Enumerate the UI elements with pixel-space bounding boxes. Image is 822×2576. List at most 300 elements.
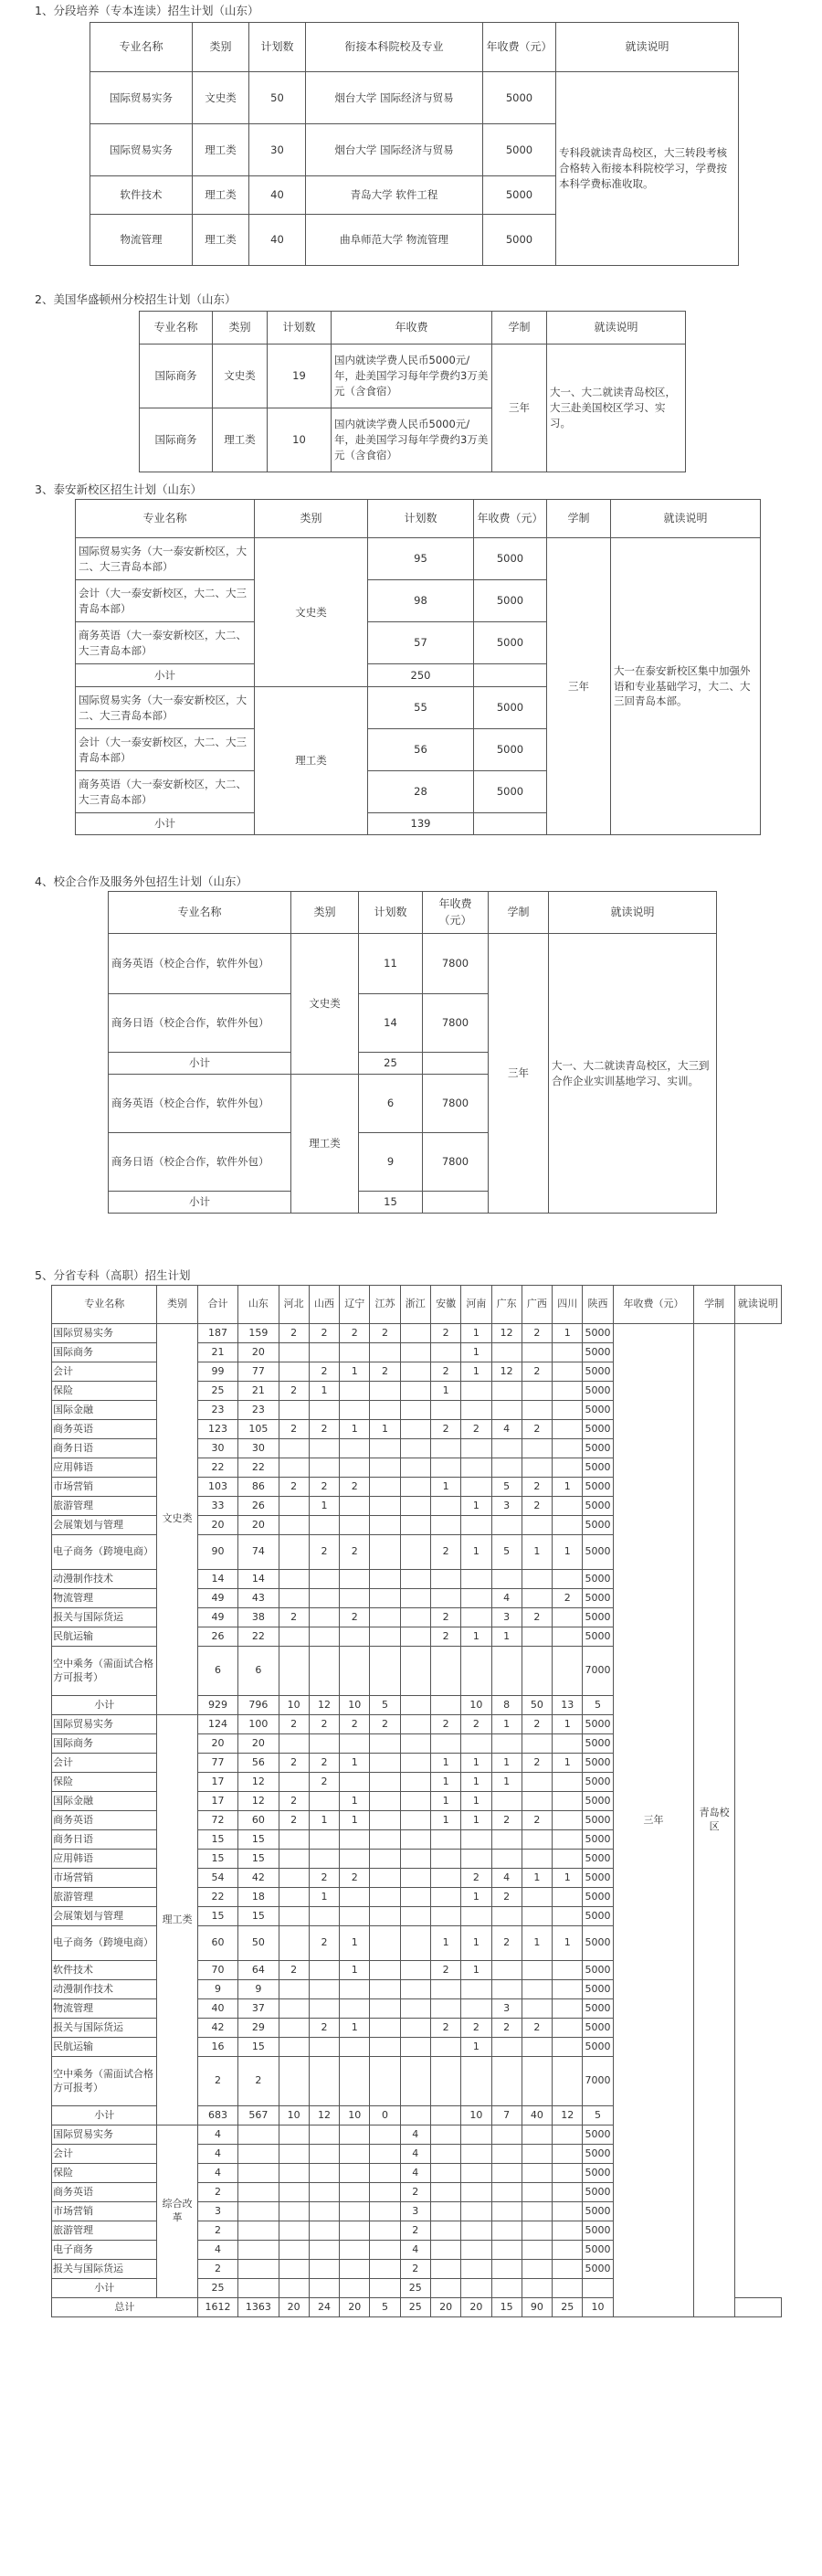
table-cell: 5000	[583, 1627, 613, 1647]
major-cell: 会展策划与管理	[52, 1907, 157, 1926]
table-cell	[309, 1647, 339, 1696]
table-cell	[491, 1830, 522, 1850]
table-cell	[238, 2164, 279, 2183]
table-cell	[553, 1401, 583, 1420]
header-cell: 年收费（元）	[613, 1286, 694, 1324]
table-cell	[553, 1888, 583, 1907]
table-cell	[400, 1343, 430, 1362]
table-cell	[553, 1850, 583, 1869]
table-cell: 1	[430, 1478, 460, 1497]
table-cell: 123	[197, 1420, 237, 1439]
table-cell: 2	[340, 1869, 370, 1888]
table-cell	[491, 2164, 522, 2183]
table-cell	[430, 2145, 460, 2164]
table-cell	[522, 2145, 552, 2164]
major-cell: 电子商务（跨境电商）	[52, 1535, 157, 1570]
table-cell: 2	[279, 1382, 309, 1401]
table-cell	[340, 1773, 370, 1792]
table-cell: 5000	[583, 2221, 613, 2241]
table-cell: 5000	[583, 2038, 613, 2057]
table-cell	[279, 1888, 309, 1907]
table-cell	[400, 1999, 430, 2019]
table-cell	[340, 1830, 370, 1850]
table-cell	[430, 1850, 460, 1869]
table-cell	[340, 1570, 370, 1589]
table-cell	[430, 1647, 460, 1696]
table-cell: 26	[238, 1497, 279, 1516]
table-cell	[370, 1980, 400, 1999]
table-cell	[238, 2183, 279, 2202]
table-cell: 2	[279, 1961, 309, 1980]
table-cell	[340, 1999, 370, 2019]
table-cell: 会计（大一泰安新校区，大二、大三青岛本部）	[76, 580, 255, 622]
table-cell: 98	[368, 580, 474, 622]
table-cell	[279, 1458, 309, 1478]
table-cell: 3	[400, 2202, 430, 2221]
section-3-note: 大一在泰安新校区集中加强外语和专业基础学习，大二、大三回青岛本部。	[611, 538, 761, 835]
table-cell: 2	[461, 1420, 491, 1439]
table-cell	[370, 1401, 400, 1420]
table-cell	[238, 2221, 279, 2241]
table-cell	[370, 2038, 400, 2057]
major-cell: 动漫制作技术	[52, 1570, 157, 1589]
table-cell: 1	[430, 1754, 460, 1773]
table-cell	[370, 2057, 400, 2106]
table-cell: 12	[309, 2106, 339, 2125]
table-cell: 26	[197, 1627, 237, 1647]
table-cell	[279, 1980, 309, 1999]
table-cell: 28	[368, 771, 474, 813]
header-cell: 就读说明	[611, 500, 761, 538]
header-cell: 年收费（元）	[423, 892, 489, 934]
table-cell: 5000	[583, 1811, 613, 1830]
table-cell	[279, 2279, 309, 2298]
table-cell	[553, 2164, 583, 2183]
table-cell	[370, 1754, 400, 1773]
table-cell: 77	[197, 1754, 237, 1773]
table-cell	[522, 2221, 552, 2241]
table-cell: 9	[197, 1980, 237, 1999]
table-cell	[279, 2019, 309, 2038]
table-cell	[522, 1830, 552, 1850]
table-cell: 2	[309, 1420, 339, 1439]
table-cell: 软件技术	[90, 176, 193, 215]
table-cell: 5000	[583, 1961, 613, 1980]
table-cell: 1	[491, 1754, 522, 1773]
table-cell: 25	[197, 1382, 237, 1401]
table-cell: 5000	[483, 176, 556, 215]
table-cell	[400, 1535, 430, 1570]
table-cell	[461, 1478, 491, 1497]
major-cell: 国际金融	[52, 1792, 157, 1811]
table-cell	[522, 1647, 552, 1696]
table-cell: 国际商务	[140, 345, 213, 408]
table-cell: 1	[340, 1961, 370, 1980]
table-cell: 5	[491, 1478, 522, 1497]
table-cell: 5000	[583, 1362, 613, 1382]
subtotal-value: 15	[359, 1192, 423, 1214]
table-cell: 15	[197, 1907, 237, 1926]
table-cell: 商务日语（校企合作，软件外包）	[109, 1133, 291, 1192]
category-cell: 理工类	[157, 1715, 197, 2125]
table-cell	[430, 1980, 460, 1999]
table-cell	[430, 1439, 460, 1458]
table-cell	[340, 2145, 370, 2164]
table-cell: 4	[197, 2125, 237, 2145]
table-cell	[461, 2145, 491, 2164]
section-1-table	[90, 22, 739, 266]
table-cell	[279, 2125, 309, 2145]
table-cell	[553, 1907, 583, 1926]
header-cell: 四川	[553, 1286, 583, 1324]
table-cell: 国内就读学费人民币5000元/年，赴美国学习每年学费约3万美元（含食宿）	[332, 345, 492, 408]
table-cell	[491, 1343, 522, 1362]
table-cell: 5000	[583, 1850, 613, 1869]
table-cell: 1	[553, 1715, 583, 1734]
table-cell	[309, 2241, 339, 2260]
section-2-table	[139, 311, 686, 472]
table-cell: 国际贸易实务（大一泰安新校区，大二、大三青岛本部）	[76, 687, 255, 729]
table-cell: 5000	[583, 1458, 613, 1478]
table-cell	[309, 1980, 339, 1999]
table-cell	[430, 1458, 460, 1478]
table-cell: 2	[197, 2260, 237, 2279]
major-cell: 国际商务	[52, 1734, 157, 1754]
table-cell: 4	[197, 2164, 237, 2183]
table-cell: 17	[197, 1792, 237, 1811]
table-cell: 1	[522, 1926, 552, 1961]
table-cell	[370, 1888, 400, 1907]
major-cell: 商务英语	[52, 1811, 157, 1830]
table-cell: 567	[238, 2106, 279, 2125]
header-cell: 类别	[213, 312, 268, 345]
table-cell: 商务英语（校企合作，软件外包）	[109, 1075, 291, 1133]
table-cell	[430, 1401, 460, 1420]
table-cell	[461, 2260, 491, 2279]
table-cell	[279, 1773, 309, 1792]
total-cell: 25	[400, 2298, 430, 2317]
section-2-note: 大一、大二就读青岛校区，大三赴美国校区学习、实习。	[547, 345, 686, 472]
table-cell: 曲阜师范大学 物流管理	[306, 215, 483, 266]
table-cell: 1	[340, 1754, 370, 1773]
table-cell: 5000	[474, 687, 547, 729]
table-cell	[553, 1792, 583, 1811]
table-cell	[400, 1980, 430, 1999]
table-cell: 2	[238, 2057, 279, 2106]
category-cell: 理工类	[255, 687, 368, 835]
category-cell: 文史类	[291, 934, 359, 1075]
subtotal-value: 139	[368, 813, 474, 835]
major-cell: 旅游管理	[52, 1888, 157, 1907]
table-cell: 10	[461, 2106, 491, 2125]
table-cell: 2	[309, 1535, 339, 1570]
table-cell: 2	[370, 1715, 400, 1734]
table-cell	[522, 1773, 552, 1792]
header-cell: 江苏	[370, 1286, 400, 1324]
table-cell: 1	[340, 1362, 370, 1382]
table-cell	[309, 2202, 339, 2221]
table-cell: 10	[279, 1696, 309, 1715]
table-cell	[430, 2260, 460, 2279]
table-cell	[370, 2202, 400, 2221]
table-cell	[491, 1570, 522, 1589]
table-cell: 5000	[583, 2019, 613, 2038]
table-cell: 14	[197, 1570, 237, 1589]
table-cell: 37	[238, 1999, 279, 2019]
table-cell: 796	[238, 1696, 279, 1715]
table-cell	[400, 1830, 430, 1850]
table-cell: 187	[197, 1324, 237, 1343]
table-cell	[522, 1627, 552, 1647]
total-cell: 15	[491, 2298, 522, 2317]
major-cell: 民航运输	[52, 1627, 157, 1647]
table-cell: 2	[309, 1754, 339, 1773]
table-cell	[491, 1647, 522, 1696]
table-cell: 4	[491, 1869, 522, 1888]
table-cell	[279, 1439, 309, 1458]
table-cell	[430, 2241, 460, 2260]
table-cell	[430, 1869, 460, 1888]
table-cell	[340, 1497, 370, 1516]
table-cell: 5000	[583, 1869, 613, 1888]
subtotal-value: 25	[359, 1053, 423, 1075]
header-cell: 学制	[547, 500, 611, 538]
table-cell: 2	[522, 1324, 552, 1343]
table-cell: 物流管理	[90, 215, 193, 266]
header-cell: 广西	[522, 1286, 552, 1324]
subtotal-label: 小计	[76, 664, 255, 687]
table-cell	[400, 1420, 430, 1439]
table-cell: 10	[279, 2106, 309, 2125]
total-label: 总计	[52, 2298, 198, 2317]
major-cell: 国际金融	[52, 1401, 157, 1420]
table-cell	[553, 2057, 583, 2106]
table-cell: 77	[238, 1362, 279, 1382]
table-cell	[400, 1850, 430, 1869]
table-cell	[309, 1589, 339, 1608]
table-cell: 5000	[474, 622, 547, 664]
table-cell	[340, 2183, 370, 2202]
table-cell	[400, 1458, 430, 1478]
header-cell: 山东	[238, 1286, 279, 1324]
header-cell: 河南	[461, 1286, 491, 1324]
table-cell: 1	[430, 1773, 460, 1792]
table-cell: 1	[461, 1627, 491, 1647]
section-5-title: 5、分省专科（高职）招生计划	[35, 1268, 191, 1282]
major-cell: 应用韩语	[52, 1850, 157, 1869]
table-cell	[522, 1888, 552, 1907]
table-cell: 1	[430, 1926, 460, 1961]
table-cell: 1	[491, 1773, 522, 1792]
table-cell	[309, 2279, 339, 2298]
table-cell: 5000	[583, 1570, 613, 1589]
table-cell: 14	[359, 994, 423, 1053]
table-cell	[279, 1647, 309, 1696]
table-cell: 7800	[423, 934, 489, 994]
table-cell	[340, 1401, 370, 1420]
section-4-title: 4、校企合作及服务外包招生计划（山东）	[35, 875, 248, 888]
total-cell: 20	[461, 2298, 491, 2317]
table-cell: 1	[461, 1535, 491, 1570]
table-cell	[400, 1516, 430, 1535]
table-cell	[522, 1907, 552, 1926]
table-cell	[491, 1792, 522, 1811]
major-cell: 旅游管理	[52, 2221, 157, 2241]
table-cell	[370, 2279, 400, 2298]
table-cell	[461, 2164, 491, 2183]
table-cell	[340, 1343, 370, 1362]
table-cell	[370, 1850, 400, 1869]
table-cell: 2	[430, 2019, 460, 2038]
table-cell: 1	[553, 1754, 583, 1773]
table-cell: 11	[359, 934, 423, 994]
table-cell: 理工类	[193, 176, 249, 215]
table-cell	[553, 1420, 583, 1439]
table-cell: 4	[197, 2241, 237, 2260]
table-cell	[400, 1715, 430, 1734]
table-cell: 5000	[583, 1497, 613, 1516]
table-cell: 3	[197, 2202, 237, 2221]
table-cell: 2	[279, 1792, 309, 1811]
table-cell	[553, 2279, 583, 2298]
table-cell	[522, 1401, 552, 1420]
table-cell	[309, 1439, 339, 1458]
table-cell	[553, 2260, 583, 2279]
total-cell: 25	[553, 2298, 583, 2317]
table-cell	[430, 1497, 460, 1516]
table-cell	[370, 1478, 400, 1497]
table-cell	[400, 2057, 430, 2106]
major-cell: 旅游管理	[52, 1497, 157, 1516]
duration-cell: 三年	[613, 1324, 694, 2317]
table-cell	[522, 2183, 552, 2202]
total-cell: 1363	[238, 2298, 279, 2317]
table-cell	[400, 1926, 430, 1961]
table-cell	[491, 2202, 522, 2221]
table-cell: 40	[249, 215, 306, 266]
table-cell	[553, 1362, 583, 1382]
table-cell	[340, 2279, 370, 2298]
header-cell: 就读说明	[556, 23, 739, 72]
table-cell: 2	[400, 2260, 430, 2279]
table-cell	[553, 2019, 583, 2038]
table-cell: 30	[238, 1439, 279, 1458]
table-cell	[522, 2057, 552, 2106]
major-cell: 会计	[52, 1362, 157, 1382]
table-cell	[553, 1439, 583, 1458]
table-cell	[370, 2145, 400, 2164]
table-cell: 1	[461, 1497, 491, 1516]
table-cell: 15	[238, 2038, 279, 2057]
table-cell	[522, 2125, 552, 2145]
table-cell: 7	[491, 2106, 522, 2125]
table-cell: 1	[309, 1888, 339, 1907]
table-cell: 7800	[423, 994, 489, 1053]
table-cell	[400, 2038, 430, 2057]
header-cell: 专业名称	[52, 1286, 157, 1324]
table-cell: 2	[309, 1715, 339, 1734]
major-cell: 市场营销	[52, 1478, 157, 1497]
table-cell	[491, 2241, 522, 2260]
duration-cell: 三年	[547, 538, 611, 835]
table-cell: 17	[197, 1773, 237, 1792]
table-cell: 5000	[583, 1589, 613, 1608]
table-cell	[461, 2057, 491, 2106]
table-cell: 10	[268, 408, 332, 472]
table-cell	[553, 1570, 583, 1589]
table-cell	[340, 1589, 370, 1608]
major-cell: 空中乘务（需面试合格方可报考）	[52, 2057, 157, 2106]
table-cell	[491, 1401, 522, 1420]
table-cell: 40	[249, 176, 306, 215]
table-cell	[370, 2241, 400, 2260]
table-cell	[400, 1382, 430, 1401]
table-cell	[430, 2183, 460, 2202]
table-cell: 商务英语（校企合作，软件外包）	[109, 934, 291, 994]
table-cell: 2	[491, 1926, 522, 1961]
table-cell	[279, 2183, 309, 2202]
major-cell: 小计	[52, 2279, 157, 2298]
table-cell: 15	[197, 1830, 237, 1850]
table-cell: 5000	[583, 1715, 613, 1734]
table-cell: 1	[340, 1420, 370, 1439]
category-cell: 文史类	[255, 538, 368, 687]
table-cell	[309, 2183, 339, 2202]
table-cell: 1	[522, 1869, 552, 1888]
major-cell: 市场营销	[52, 1869, 157, 1888]
major-cell: 市场营销	[52, 2202, 157, 2221]
table-cell	[553, 1734, 583, 1754]
table-cell	[522, 2038, 552, 2057]
table-cell	[309, 1792, 339, 1811]
table-cell: 42	[238, 1869, 279, 1888]
table-cell: 13	[553, 1696, 583, 1715]
major-cell: 会计	[52, 2145, 157, 2164]
table-cell: 2	[309, 2019, 339, 2038]
header-cell: 衔接本科院校及专业	[306, 23, 483, 72]
table-cell: 2	[279, 1324, 309, 1343]
table-cell	[400, 1773, 430, 1792]
table-cell: 72	[197, 1811, 237, 1830]
table-cell	[279, 1869, 309, 1888]
total-cell: 1612	[197, 2298, 237, 2317]
table-cell	[340, 1516, 370, 1535]
table-cell: 0	[370, 2106, 400, 2125]
table-cell	[279, 2221, 309, 2241]
major-cell: 小计	[52, 1696, 157, 1715]
table-cell: 159	[238, 1324, 279, 1343]
table-cell: 14	[238, 1570, 279, 1589]
table-cell	[430, 1516, 460, 1535]
table-cell	[309, 1516, 339, 1535]
table-cell: 5000	[583, 1999, 613, 2019]
table-cell	[522, 1999, 552, 2019]
table-cell: 1	[309, 1811, 339, 1830]
table-cell	[491, 2260, 522, 2279]
table-cell	[400, 2019, 430, 2038]
table-cell: 1	[461, 1792, 491, 1811]
table-cell	[279, 2164, 309, 2183]
header-cell: 专业名称	[76, 500, 255, 538]
major-cell: 电子商务	[52, 2241, 157, 2260]
table-cell	[400, 1324, 430, 1343]
table-cell	[522, 1980, 552, 1999]
table-cell: 2	[279, 1478, 309, 1497]
table-cell	[340, 1907, 370, 1926]
table-cell: 2	[553, 1589, 583, 1608]
table-cell: 5000	[483, 72, 556, 124]
table-cell	[370, 2164, 400, 2183]
